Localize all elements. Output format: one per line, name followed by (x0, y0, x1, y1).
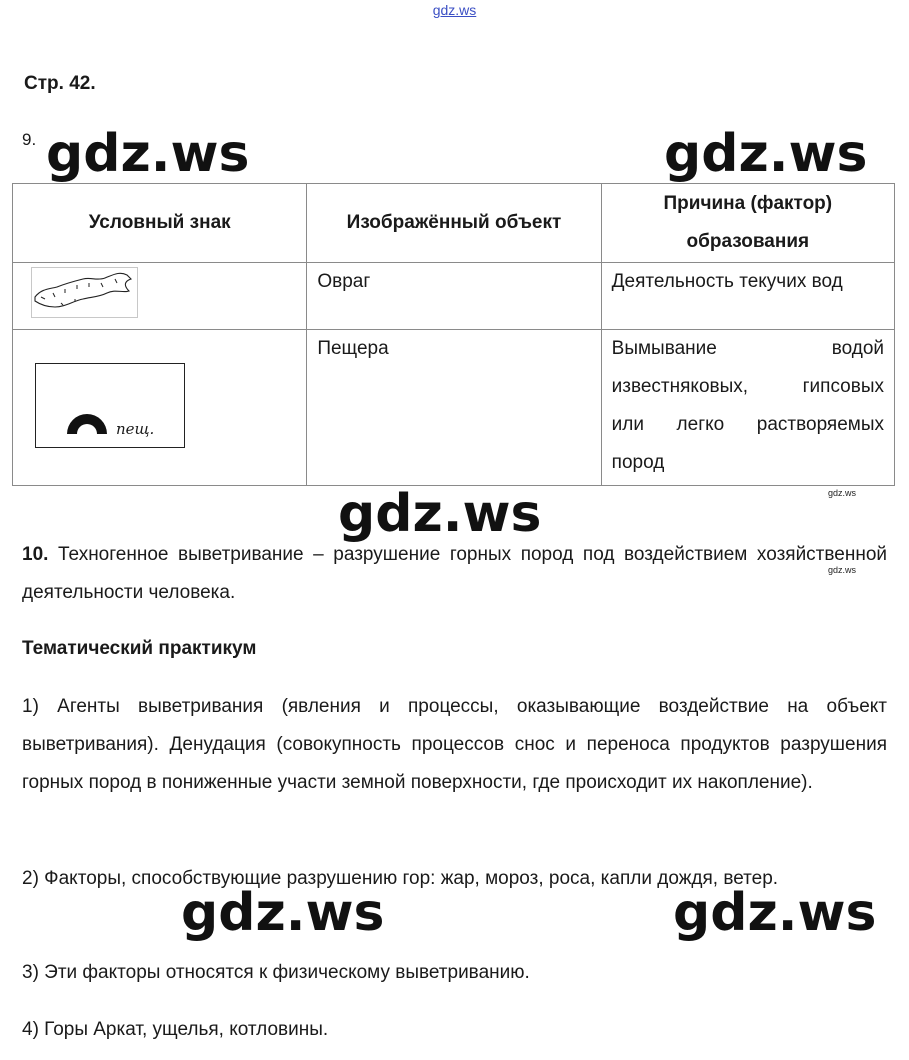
task-9-table (12, 183, 895, 486)
task-9-number: 9. (22, 130, 37, 149)
cave-icon (66, 413, 108, 435)
cave-object-cell: Пещера (307, 330, 601, 486)
table-header-row (13, 184, 895, 263)
cave-cause-cell: Вымывание водой известняковых, гипсовых или легко растворяемых пород (601, 330, 894, 486)
task-10-paragraph (22, 536, 887, 612)
cave-symbol-label: пещ. (116, 420, 155, 438)
cave-symbol-frame (35, 363, 185, 448)
table-row (13, 263, 895, 330)
watermark-big: gdz.ws (664, 124, 868, 184)
practicum-item-1: 1) Агенты выветривания (явления и процессы, оказывающие воздействие на объект выветривания). Денудация (совокупность процессов снос и переноса продуктов разрушения горных пород в пониженные участи земной поверхности, где происходит их накопление). (22, 696, 887, 793)
watermark-big: gdz.ws (46, 124, 250, 184)
watermark-big: gdz.ws (181, 883, 385, 943)
table-row (13, 330, 895, 486)
header-object: Изображённый объект (307, 184, 601, 263)
practicum-item-4: 4) Горы Аркат, ущелья, котловины. (22, 1019, 329, 1040)
task-10-number: 10. (22, 544, 49, 565)
page-label: Стр. 42. (24, 73, 96, 94)
task-10-text: Техногенное выветривание – разрушение горных пород под воздействием хозяйственной деятельности человека. (22, 544, 887, 603)
header-cause: Причина (фактор) образования (601, 184, 894, 263)
practicum-title: Тематический практикум (22, 638, 257, 659)
header-symbol: Условный знак (13, 184, 307, 263)
watermark-small: gdz.ws (828, 488, 857, 498)
cave-symbol-cell (13, 330, 307, 486)
ravine-symbol-cell (13, 263, 307, 330)
practicum-item-2: 2) Факторы, способствующие разрушению гор: жар, мороз, роса, капли дождя, ветер. (22, 868, 779, 889)
watermark-big: gdz.ws (338, 484, 542, 544)
watermark-small: gdz.ws (828, 565, 857, 575)
watermark-top-link[interactable]: gdz.ws (432, 2, 477, 18)
ravine-cause-cell: Деятельность текучих вод (601, 263, 894, 330)
ravine-map-symbol (31, 267, 141, 319)
watermark-big: gdz.ws (673, 883, 877, 943)
ravine-object-cell: Овраг (307, 263, 601, 330)
practicum-item-3: 3) Эти факторы относятся к физическому выветриванию. (22, 962, 530, 983)
